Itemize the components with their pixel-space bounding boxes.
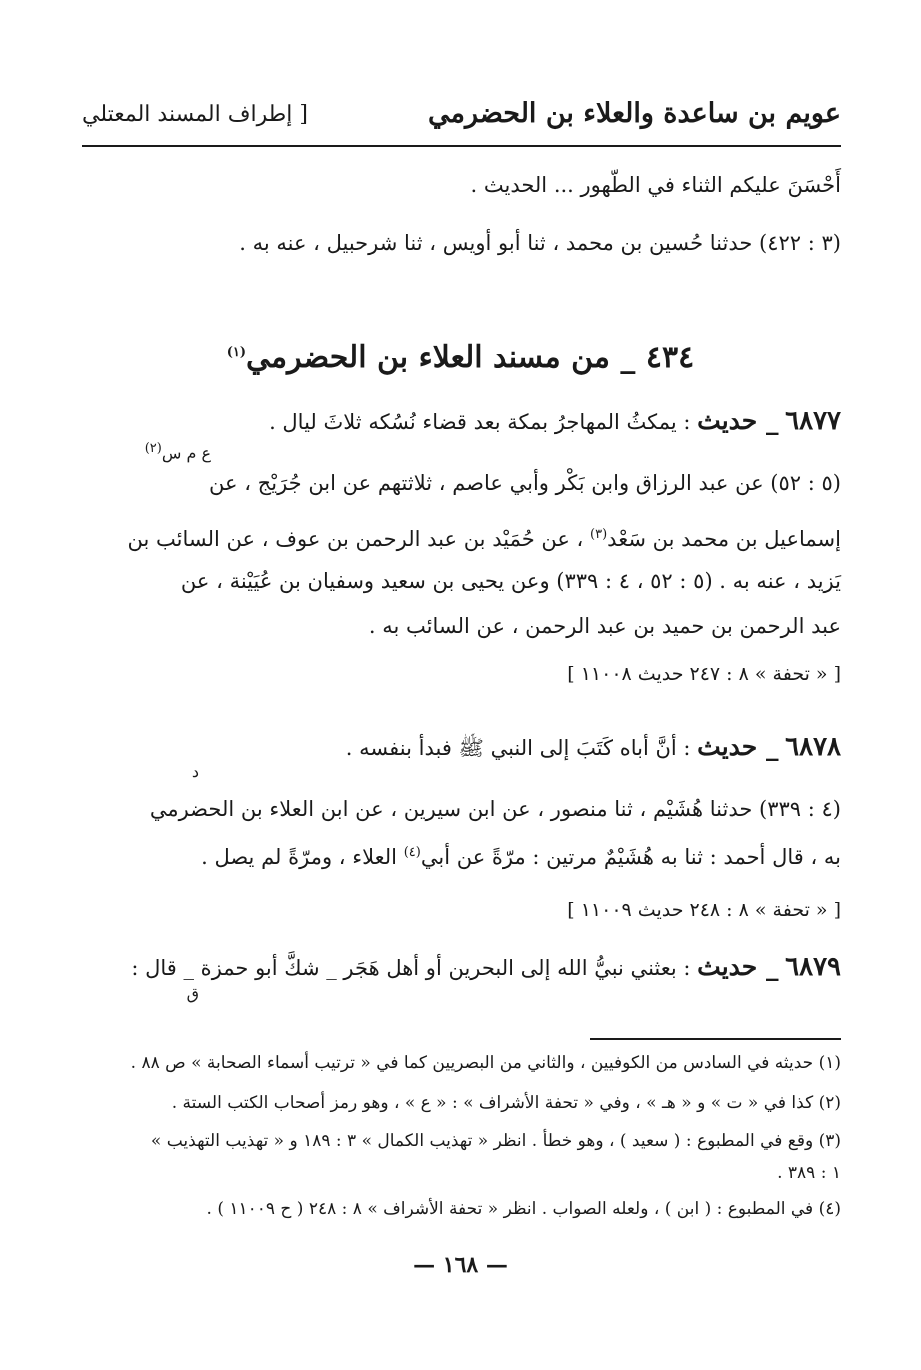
text-part: إسماعيل بن محمد بن سَعْد [607,527,841,551]
footnote-ref: (٤) [403,845,421,860]
hadith-number: ٦٨٧٩ [785,952,841,982]
section-title-text: ٤٣٤ _ من مسند العلاء بن الحضرمي [246,340,695,375]
text-part: العلاء ، ومرّةً لم يصل . [201,845,398,869]
text-line: (٤ : ٣٣٩) حدثنا هُشَيْم ، ثنا منصور ، عن ابن سيرين ، عن ابن العلاء بن الحضرمي [149,797,841,821]
running-title: عويم بن ساعدة والعلاء بن الحضرمي [428,98,841,129]
text-line [82,836,841,874]
source-code: ق [186,984,199,1003]
hadith-text: : يمكثُ المهاجرُ بمكة بعد قضاء نُسُكه ثلاثَ ليال . [269,410,691,434]
text-part: ، عن حُمَيْد بن عبد الرحمن بن عوف ، عن السائب بن [127,527,584,551]
text-line: عبد الرحمن بن حميد بن عبد الرحمن ، عن السائب به . [368,614,841,638]
footnote: (٢) كذا في « ت » و « هـ » ، وفي « تحفة الأشراف » : « ع » ، وهو رمز أصحاب الكتب الستة . [171,1093,841,1113]
hadith-keyword: _ حديث [697,406,779,435]
hadith-text: : أنَّ أباه كَتَبَ إلى النبي ﷺ فبدأ بنفسه . [345,736,691,760]
hadith-heading [82,950,841,985]
text-line: (٣ : ٤٢٢) حدثنا حُسين بن محمد ، ثنا أبو أويس ، ثنا شرحبيل ، عنه به . [239,231,841,255]
footnote-ref: (١) [226,345,247,360]
text-line: أَحْسَنَ عليكم الثناء في الطّهور ... الحديث . [470,173,841,197]
tuhfa-reference: [ « تحفة » ٨ : ٢٤٧ حديث ١١٠٠٨ ] [567,663,841,685]
book-title: [ إطراف المسند المعتلي [82,102,308,127]
hadith-number: ٦٨٧٧ [785,406,841,436]
hadith-keyword: _ حديث [697,732,779,761]
footnote: (٣) وقع في المطبوع : ( سعيد ) ، وهو خطأ . انظر « تهذيب الكمال » ٣ : ١٨٩ و « تهذيب التهذيب » [150,1131,841,1151]
hadith-number: ٦٨٧٨ [785,732,841,762]
footnote: (١) حديثه في السادس من الكوفيين ، والثاني من البصريين كما في « ترتيب أسماء الصحابة » ص ٨٨ . [130,1053,841,1073]
text-line: يَزيد ، عنه به . (٥ : ٥٢ ، ٤ : ٣٣٩) وعن يحيى بن سعيد وسفيان بن عُيَيْنة ، عن [180,569,841,593]
footnote: (٤) في المطبوع : ( ابن ) ، ولعله الصواب . انظر « تحفة الأشراف » ٨ : ٢٤٨ ( ح ١١٠٠٩ ) . [206,1199,841,1219]
footnote-ref: (٣) [590,527,608,542]
hadith-heading [82,404,841,439]
hadith-text: : بعثني نبيُّ الله إلى البحرين أو أهل هَجَر _ شكَّ أبو حمزة _ قال : [131,956,691,980]
source-code: د [191,762,199,781]
hadith-keyword: _ حديث [697,952,779,981]
footnote-rule [590,1038,841,1040]
text-part: به ، قال أحمد : ثنا به هُشَيْمٌ مرتين : مرّةً عن أبي [420,845,841,869]
tuhfa-reference: [ « تحفة » ٨ : ٢٤٨ حديث ١١٠٠٩ ] [567,899,841,921]
footnote: ١ : ٣٨٩ . [777,1163,841,1183]
header-rule [82,145,841,147]
hadith-heading [82,730,841,765]
text-line: (٥ : ٥٢) عن عبد الرزاق وابن بَكْر وأبي عاصم ، ثلاثتهم عن ابن جُرَيْج ، عن [209,471,841,495]
page-number: — ١٦٨ — [413,1252,508,1278]
text-line [82,518,841,556]
source-codes-text: ع م س [161,443,211,463]
source-codes [145,441,211,462]
section-title [0,340,921,375]
footnote-ref: (٢) [144,441,162,456]
